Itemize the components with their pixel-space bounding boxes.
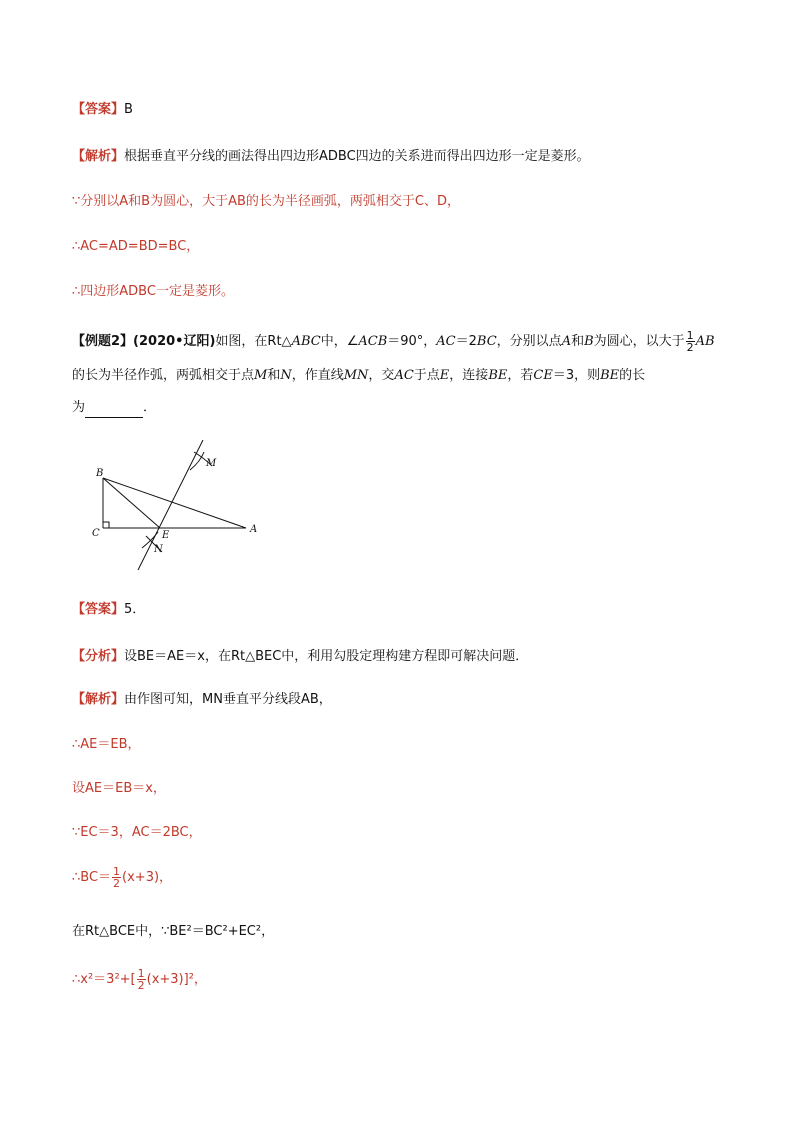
step-text: (x+3)]²， (146, 972, 207, 987)
fraction-half (112, 866, 121, 889)
step-text: ∴x²＝3²+[ (72, 972, 136, 987)
frac-den: 2 (137, 979, 145, 992)
solution-step-2: 设AE＝EB＝x， (72, 781, 166, 796)
q-text: 如图，在Rt△ (215, 334, 292, 349)
frac-num: 1 (686, 329, 694, 342)
geometry-figure (88, 440, 268, 575)
answer-value: 5． (124, 602, 146, 617)
step-text: (x+3)， (122, 870, 173, 885)
q-var: AC (436, 334, 456, 349)
q-var: BC (476, 334, 497, 349)
frac-num: 1 (113, 865, 121, 878)
q-var: B (584, 334, 594, 349)
answer-blank (85, 405, 143, 418)
fraction-half (137, 968, 146, 991)
q-var: ACB (358, 334, 388, 349)
answer-tag: 【答案】 (72, 602, 125, 617)
right-angle-mark (103, 522, 109, 528)
q-var: N (280, 368, 292, 383)
q-var: BE (488, 368, 508, 383)
jiexi-line (72, 690, 332, 710)
q-var: BE (600, 368, 620, 383)
q-text: 的长为半径作弧，两弧相交于点 (72, 368, 255, 383)
line-mn (138, 440, 203, 570)
q-text: 的长 (619, 368, 646, 383)
fenxi-tag: 【分析】 (72, 649, 125, 664)
step-text: ∴BC＝ (72, 870, 112, 885)
q-text: ＝2 (455, 334, 477, 349)
fenxi-text: 设BE＝AE＝x，在Rt△BEC中，利用勾股定理构建方程即可解决问题． (124, 649, 529, 664)
q-text: 为 (72, 400, 86, 415)
q-text: 于点 (413, 368, 440, 383)
example2-line-1 (72, 330, 715, 353)
answer-value: B (124, 102, 133, 117)
example-source: (2020•辽阳) (133, 334, 216, 349)
analysis-text: 根据垂直平分线的画法得出四边形ADBC四边的关系进而得出四边形一定是菱形。 (124, 149, 590, 164)
segment-be (103, 478, 160, 528)
frac-den: 2 (113, 877, 121, 890)
q-var: MN (343, 368, 369, 383)
solution-step-6 (72, 968, 207, 991)
analysis-line-1 (72, 147, 590, 167)
solution-step-5: 在Rt△BCE中，∵BE²＝BC²+EC²， (72, 924, 275, 939)
q-var: A (561, 334, 572, 349)
step-2: ∴AC=AD=BD=BC， (72, 239, 200, 254)
solution-step-4 (72, 866, 172, 889)
q-var: ABC (291, 334, 321, 349)
analysis-tag: 【解析】 (72, 149, 125, 164)
label-b: B (96, 468, 104, 479)
label-c: C (92, 528, 100, 539)
example2-line-2 (72, 366, 645, 386)
q-text: 为圆心，以大于 (593, 334, 685, 349)
q-var: CE (533, 368, 553, 383)
label-e: E (162, 530, 170, 541)
step-1: ∵分别以A和B为圆心，大于AB的长为半径画弧，两弧相交于C、D， (72, 194, 460, 209)
fenxi-line (72, 647, 528, 667)
q-text: ，连接 (449, 368, 489, 383)
frac-num: 1 (137, 967, 145, 980)
label-m: M (206, 458, 217, 469)
step-3: ∴四边形ADBC一定是菱形。 (72, 284, 234, 299)
q-text: 和 (571, 334, 585, 349)
jiexi-tag: 【解析】 (72, 692, 125, 707)
q-text: ，若 (507, 368, 534, 383)
example2-line-3 (72, 398, 156, 418)
solution-step-1: ∴AE＝EB， (72, 737, 141, 752)
fraction-half (686, 330, 695, 353)
q-var: M (254, 368, 268, 383)
segment-ba (103, 478, 246, 528)
label-a: A (250, 524, 258, 535)
jiexi-text: 由作图可知，MN垂直平分线段AB， (124, 692, 332, 707)
q-text: 和 (267, 368, 281, 383)
q-text: ＝3，则 (552, 368, 601, 383)
example-tag: 【例题2】 (72, 334, 134, 349)
q-text: ，作直线 (291, 368, 344, 383)
answer-tag: 【答案】 (72, 102, 125, 117)
q-var: E (439, 368, 450, 383)
answer-line-1 (72, 100, 133, 120)
q-text: ＝90°， (387, 334, 437, 349)
q-text: 中，∠ (320, 334, 359, 349)
q-var: AB (695, 334, 715, 349)
frac-den: 2 (686, 341, 694, 354)
solution-answer-line (72, 600, 145, 620)
q-text: ，交 (368, 368, 395, 383)
label-n: N (154, 544, 163, 555)
solution-step-3: ∵EC＝3，AC＝2BC， (72, 825, 202, 840)
q-var: AC (394, 368, 414, 383)
q-text: ，分别以点 (496, 334, 562, 349)
q-text: ． (143, 400, 157, 415)
